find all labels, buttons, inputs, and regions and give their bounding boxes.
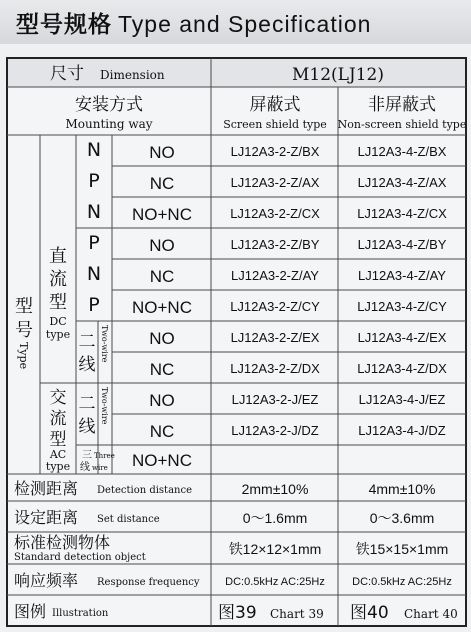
- ac-en-2: type: [45, 460, 71, 473]
- page-title: [16, 6, 371, 39]
- ac-cn-3: 型: [49, 430, 67, 450]
- detection-distance-cn: 检测距离: [14, 479, 79, 498]
- title-bar: [0, 0, 471, 45]
- response-frequency-cn: 响应频率: [14, 571, 79, 590]
- screen-model-cell: LJ12A3-2-Z/DX: [230, 361, 320, 376]
- pnp-letter-1: P: [88, 232, 100, 254]
- detection-distance-screen: 2mm±10%: [241, 481, 309, 497]
- output-cell: NO+NC: [132, 205, 192, 224]
- npn-letter-2: P: [88, 170, 100, 192]
- response-frequency-nonscreen: DC:0.5kHz AC:25Hz: [352, 576, 452, 588]
- dimension-label-en: Dimension: [100, 68, 165, 82]
- dc-two-wire-cn-2: 线: [78, 355, 96, 375]
- dc-cn-3: 型: [49, 292, 67, 313]
- screen-model-cell: LJ12A3-2-Z/BY: [230, 237, 320, 252]
- standard-object-en: Standard detection object: [14, 552, 146, 563]
- nonscreen-model-cell: LJ12A3-4-J/DZ: [358, 423, 446, 438]
- spec-sheet: [0, 44, 471, 632]
- mounting-label-cn: 安装方式: [75, 95, 143, 115]
- three-wire-cn-1: 三: [82, 450, 92, 461]
- screen-model-cell: LJ12A3-2-Z/BX: [230, 144, 320, 159]
- detection-distance-en: Detection distance: [97, 485, 192, 496]
- nonscreen-model-cell: LJ12A3-4-Z/BX: [357, 144, 447, 159]
- standard-object-nonscreen: 铁15×15×1mm: [355, 541, 449, 557]
- three-wire-en-2: wire: [92, 464, 108, 472]
- response-frequency-en: Response frequency: [97, 577, 200, 588]
- nonscreen-model-cell: LJ12A3-4-Z/AX: [357, 175, 447, 190]
- standard-object-cn: 标准检测物体: [14, 533, 111, 552]
- output-cell: NO: [149, 329, 175, 348]
- screen-model-cell: LJ12A3-2-J/DZ: [231, 423, 319, 438]
- ac-en-1: AC: [49, 448, 67, 461]
- output-cell: NC: [149, 360, 175, 379]
- output-cell: NC: [149, 422, 175, 441]
- output-cell: NC: [149, 267, 175, 286]
- output-cell: NC: [149, 174, 175, 193]
- output-cell: NO: [149, 236, 175, 255]
- nonscreen-model-cell: LJ12A3-4-Z/CY: [357, 299, 447, 314]
- dc-cn-1: 直: [49, 246, 67, 267]
- title-en: Type and Specification: [118, 11, 372, 37]
- nonscreen-shield-cn: 非屏蔽式: [368, 95, 436, 115]
- chart-40-cn: 图40: [350, 603, 389, 623]
- screen-shield-cn: 屏蔽式: [249, 95, 301, 115]
- set-distance-en: Set distance: [97, 514, 160, 525]
- ac-two-wire-en: Two-wire: [100, 387, 109, 425]
- screen-model-cell: LJ12A3-2-Z/AX: [230, 175, 320, 190]
- dimension-label-cn: 尺寸: [50, 64, 84, 84]
- set-distance-cn: 设定距离: [14, 508, 79, 527]
- nonscreen-model-cell: LJ12A3-4-Z/DX: [357, 361, 447, 376]
- output-cell: NO+NC: [132, 298, 192, 317]
- chart-40-en: Chart 40: [404, 607, 458, 621]
- mounting-label-en: Mounting way: [65, 117, 153, 131]
- illustration-en: Illustration: [52, 608, 109, 619]
- nonscreen-model-cell: LJ12A3-4-J/EZ: [358, 392, 446, 407]
- set-distance-screen: 0～1.6mm: [242, 510, 308, 526]
- standard-object-screen: 铁12×12×1mm: [228, 541, 322, 557]
- set-distance-nonscreen: 0～3.6mm: [369, 510, 435, 526]
- screen-model-cell: LJ12A3-2-Z/EX: [230, 330, 320, 345]
- ac-two-wire-cn-1: 二: [78, 394, 96, 414]
- dc-two-wire-en: Two-wire: [100, 325, 109, 363]
- spec-table: [0, 44, 471, 632]
- dimension-value: M12(LJ12): [291, 65, 385, 85]
- chart-39-cn: 图39: [218, 603, 257, 623]
- npn-letter-3: N: [86, 201, 102, 223]
- nonscreen-model-cell: LJ12A3-4-Z/CX: [357, 206, 447, 221]
- type-cn-1: 型: [15, 296, 33, 317]
- response-frequency-screen: DC:0.5kHz AC:25Hz: [225, 576, 325, 588]
- nonscreen-model-cell: LJ12A3-4-Z/BY: [357, 237, 447, 252]
- screen-model-cell: LJ12A3-2-Z/AY: [231, 268, 319, 283]
- output-cell: NO+NC: [132, 451, 192, 470]
- ac-cn-2: 流: [49, 409, 67, 429]
- output-cell: NO: [149, 143, 175, 162]
- illustration-cn: 图例: [14, 602, 47, 621]
- pnp-letter-2: N: [86, 263, 102, 285]
- type-cn-2: 号: [15, 320, 33, 341]
- output-cell: NO: [149, 391, 175, 410]
- screen-model-cell: LJ12A3-2-J/EZ: [231, 392, 319, 407]
- screen-shield-en: Screen shield type: [223, 118, 327, 131]
- nonscreen-shield-en: Non-screen shield type: [337, 118, 467, 131]
- ac-cn-1: 交: [49, 388, 67, 408]
- ac-two-wire-cn-2: 线: [78, 417, 96, 437]
- detection-distance-nonscreen: 4mm±10%: [368, 481, 436, 497]
- three-wire-en-1: Three: [94, 452, 115, 460]
- dc-en-1: DC: [49, 315, 67, 328]
- screen-model-cell: LJ12A3-2-Z/CY: [230, 299, 320, 314]
- three-wire-cn-2: 线: [80, 462, 90, 473]
- type-en: Type: [17, 342, 30, 370]
- dc-two-wire-cn-1: 二: [78, 332, 96, 352]
- npn-letter-1: N: [86, 139, 102, 161]
- chart-39-en: Chart 39: [270, 607, 324, 621]
- nonscreen-model-cell: LJ12A3-4-Z/EX: [357, 330, 447, 345]
- nonscreen-model-cell: LJ12A3-4-Z/AY: [358, 268, 446, 283]
- dc-en-2: type: [45, 328, 71, 341]
- pnp-letter-3: P: [88, 294, 100, 316]
- title-cn: 型号规格: [16, 12, 112, 38]
- screen-model-cell: LJ12A3-2-Z/CX: [230, 206, 320, 221]
- dc-cn-2: 流: [49, 269, 67, 290]
